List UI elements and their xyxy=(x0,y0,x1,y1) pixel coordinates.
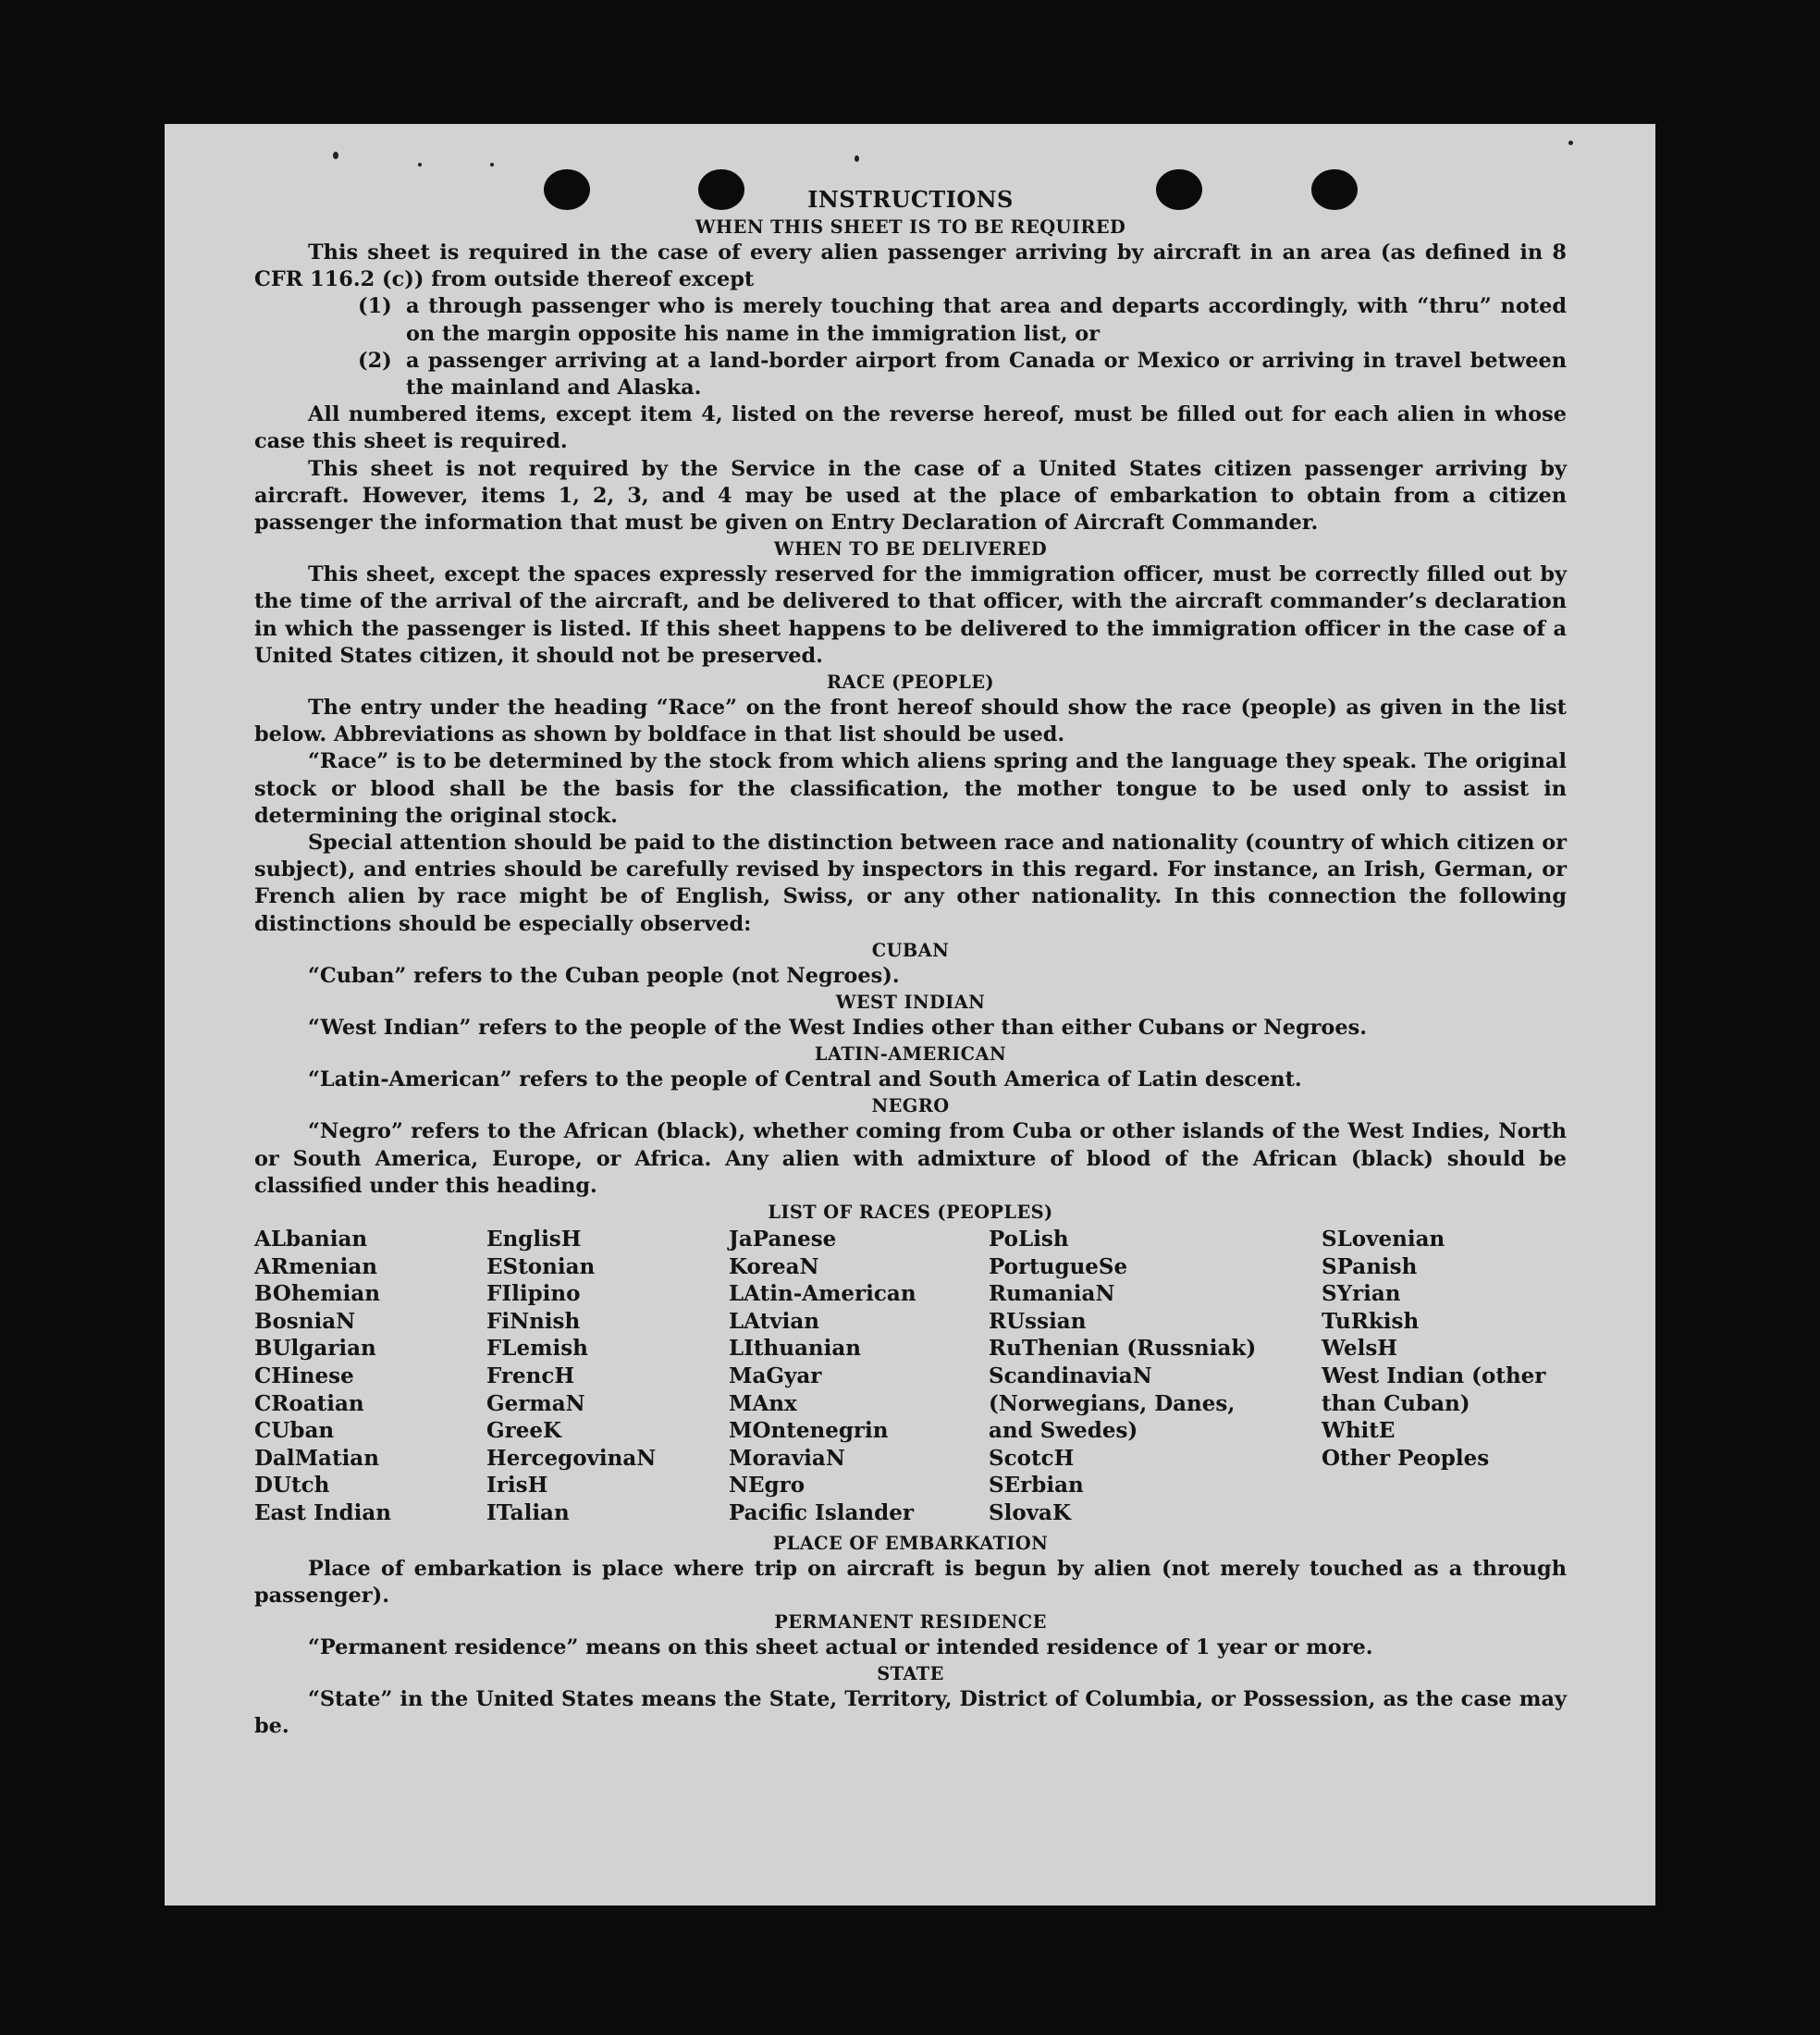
race-entry: BosniaN xyxy=(254,1308,356,1334)
section-heading: PLACE OF EMBARKATION xyxy=(772,1532,1049,1554)
races-column xyxy=(254,1226,486,1527)
paragraph: “Negro” refers to the African (black), whether coming from Cuba or other islands of the West Indies, North or South America, Europe, or Africa. Any alien with admixture of blood of the African (black) should be classified under this heading. xyxy=(254,1119,1567,1198)
race-entry: TuRkish xyxy=(1322,1308,1420,1334)
item-text: a passenger arriving at a land-border airport from Canada or Mexico or arriving in travel between the mainland and Alaska. xyxy=(406,348,1567,401)
race-entry: WhitE xyxy=(1322,1418,1396,1444)
race-entry: KoreaN xyxy=(729,1253,819,1279)
section-heading: WHEN TO BE DELIVERED xyxy=(773,538,1048,561)
race-entry: MAnx xyxy=(729,1390,797,1416)
race-entry: CRoatian xyxy=(254,1390,364,1416)
race-entry: CHinese xyxy=(254,1363,354,1389)
race-entry: LAtvian xyxy=(729,1308,819,1334)
paragraph: “Cuban” refers to the Cuban people (not Negroes). xyxy=(308,963,900,988)
race-entry: SPanish xyxy=(1322,1253,1418,1279)
paragraph: “State” in the United States means the State, Territory, District of Columbia, or Possession, as the case may be. xyxy=(254,1687,1567,1739)
section-heading: WEST INDIAN xyxy=(835,992,986,1014)
race-entry: GreeK xyxy=(486,1418,562,1444)
section-heading: RACE (PEOPLE) xyxy=(827,672,994,694)
race-entry: NEgro xyxy=(729,1473,805,1498)
race-entry: IrisH xyxy=(486,1473,548,1498)
race-entry: FLemish xyxy=(486,1336,588,1362)
race-entry: ARmenian xyxy=(254,1253,378,1279)
instructions-content xyxy=(254,185,1567,1741)
race-entry: ScotcH xyxy=(989,1445,1075,1471)
page-title: INSTRUCTIONS xyxy=(807,186,1014,213)
race-entry: BOhemian xyxy=(254,1281,380,1307)
ink-speck xyxy=(333,152,338,159)
race-entry: EnglisH xyxy=(486,1227,582,1252)
paragraph: Special attention should be paid to the distinction between race and nationality (country of which citizen or subject), and entries should be carefully revised by inspectors in this regard. For instance, an Irish, German, or French alien by race might be of English, Swiss, or any other nationality. In this connection the following distinctions should be especially observed: xyxy=(254,831,1567,936)
race-entry: LAtin-American xyxy=(729,1281,916,1307)
list-item xyxy=(254,348,1567,401)
race-entry: HercegovinaN xyxy=(486,1445,657,1471)
race-entry: SErbian xyxy=(989,1473,1084,1498)
section-heading: CUBAN xyxy=(871,939,950,961)
race-entry: CUban xyxy=(254,1418,335,1444)
race-entry: MoraviaN xyxy=(729,1445,845,1471)
race-entry: DUtch xyxy=(254,1473,330,1498)
race-entry: JaPanese xyxy=(729,1227,837,1252)
race-entry: FrencH xyxy=(486,1363,575,1389)
item-number: (1) xyxy=(358,294,392,319)
race-entry: WelsH xyxy=(1322,1336,1398,1362)
race-entry: EStonian xyxy=(486,1253,596,1279)
race-entry: GermaN xyxy=(486,1390,585,1416)
race-entry: DalMatian xyxy=(254,1445,379,1471)
race-entry: ALbanian xyxy=(254,1227,368,1252)
race-entry: FiNnish xyxy=(486,1308,581,1334)
race-entry: PoLish xyxy=(989,1227,1069,1252)
section-heading: STATE xyxy=(877,1663,944,1685)
race-entry: ITalian xyxy=(486,1500,570,1526)
item-text: a through passenger who is merely touching that area and departs accordingly, with “thru” noted on the margin opposite his name in the immigration list, or xyxy=(406,294,1567,346)
races-column xyxy=(989,1226,1322,1527)
race-entry: West Indian (other than Cuban) xyxy=(1322,1363,1546,1416)
race-entry: East Indian xyxy=(254,1500,391,1526)
race-entry: MOntenegrin xyxy=(729,1418,889,1444)
race-entry: LIthuanian xyxy=(729,1336,861,1362)
race-entry: RumaniaN xyxy=(989,1281,1115,1307)
race-entry: SYrian xyxy=(1322,1281,1401,1307)
section-heading: WHEN THIS SHEET IS TO BE REQUIRED xyxy=(695,216,1126,238)
race-entry: FIlipino xyxy=(486,1281,581,1307)
races-list xyxy=(254,1226,1567,1527)
ink-speck xyxy=(418,163,422,166)
paragraph: “Permanent residence” means on this sheet actual or intended residence of 1 year or more. xyxy=(308,1635,1373,1660)
ink-speck xyxy=(490,163,494,166)
paragraph: “Latin-American” refers to the people of Central and South America of Latin descent. xyxy=(308,1067,1302,1092)
paragraph: All numbered items, except item 4, listed on the reverse hereof, must be filled out for each alien in whose case this sheet is required. xyxy=(254,402,1567,454)
race-entry: SlovaK xyxy=(989,1500,1071,1526)
races-column xyxy=(486,1226,729,1527)
ink-speck xyxy=(855,155,859,162)
race-entry: BUlgarian xyxy=(254,1336,376,1362)
list-item xyxy=(254,293,1567,347)
races-column xyxy=(1322,1226,1553,1527)
race-entry: Pacific Islander xyxy=(729,1500,914,1526)
document-page xyxy=(165,124,1655,1906)
paragraph: Place of embarkation is place where trip on aircraft is begun by alien (not merely touched as a through passenger). xyxy=(254,1556,1567,1608)
race-entry: ScandinaviaN (Norwegians, Danes, and Swedes) xyxy=(989,1363,1236,1444)
paragraph: “Race” is to be determined by the stock from which aliens spring and the language they speak. The original stock or blood shall be the basis for the classification, the mother tongue to be used only to assist in determining the original stock. xyxy=(254,749,1567,828)
race-entry: Other Peoples xyxy=(1322,1445,1490,1471)
paragraph: This sheet is not required by the Service in the case of a United States citizen passenger arriving by aircraft. However, items 1, 2, 3, and 4 may be used at the place of embarkation to obtain from a citizen passenger the information that must be given on Entry Declaration of Aircraft Commander. xyxy=(254,456,1567,536)
section-heading: LATIN-AMERICAN xyxy=(814,1043,1007,1066)
race-entry: SLovenian xyxy=(1322,1227,1445,1252)
section-heading: LIST OF RACES (PEOPLES) xyxy=(768,1202,1053,1224)
races-column xyxy=(729,1226,989,1527)
paragraph: “West Indian” refers to the people of the West Indies other than either Cubans or Negroes. xyxy=(308,1016,1367,1041)
race-entry: RuThenian (Russniak) xyxy=(989,1336,1257,1362)
race-entry: MaGyar xyxy=(729,1363,822,1389)
section-heading: PERMANENT RESIDENCE xyxy=(774,1611,1047,1634)
race-entry: PortugueSe xyxy=(989,1253,1128,1279)
paragraph: This sheet is required in the case of every alien passenger arriving by aircraft in an area (as defined in 8 CFR 116.2 (c)) from outside thereof except xyxy=(254,240,1567,292)
ink-speck xyxy=(1568,141,1573,145)
item-number: (2) xyxy=(358,348,392,373)
paragraph: The entry under the heading “Race” on the front hereof should show the race (people) as given in the list below. Abbreviations as shown by boldface in that list should be used. xyxy=(254,696,1567,747)
paragraph: This sheet, except the spaces expressly reserved for the immigration officer, must be correctly filled out by the time of the arrival of the aircraft, and be delivered to that officer, with the aircraft commander’s declaration in which the passenger is listed. If this sheet happens to be delivered to the immigration officer in the case of a United States citizen, it should not be preserved. xyxy=(254,562,1567,668)
race-entry: RUssian xyxy=(989,1308,1087,1334)
section-heading: NEGRO xyxy=(871,1095,950,1117)
